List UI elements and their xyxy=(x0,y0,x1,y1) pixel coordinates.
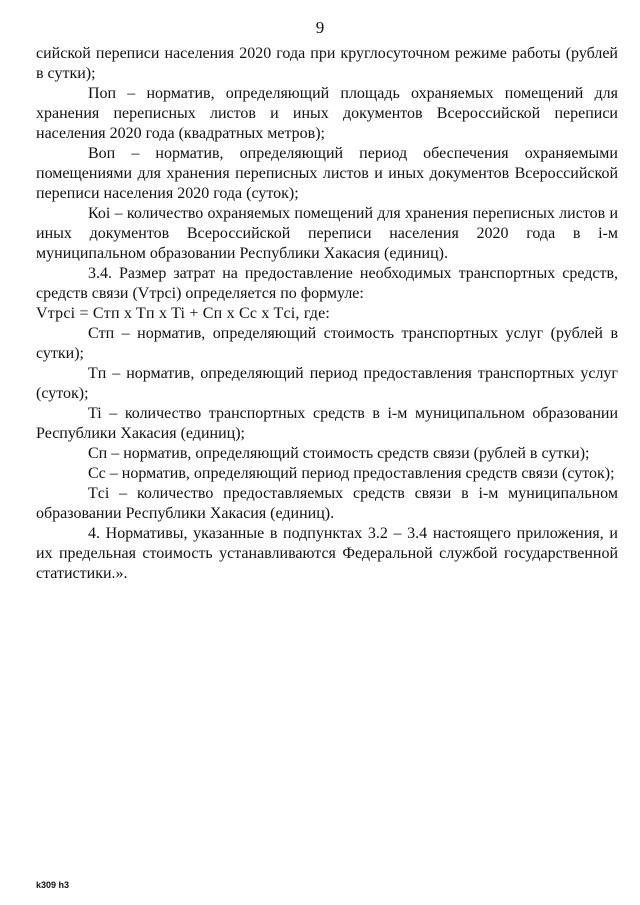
paragraph-vop-definition: Воп – норматив, определяющий период обеспечения охраняемыми помещениями для хранения переписных листов и иных документов Всероссийской переписи населения 2020 года (суток); xyxy=(36,145,618,202)
paragraph-koi-definition: Коi – количество охраняемых помещений для хранения переписных листов и иных документов Всероссийской переписи населения 2020 года в i-м муниципальном образовании Республики Хакасия (единиц). xyxy=(36,205,618,262)
paragraph-section-4: 4. Нормативы, указанные в подпунктах 3.2 – 3.4 настоящего приложения, и их предельная стоимость устанавливаются Федеральной службой государственной статистики.». xyxy=(36,525,618,582)
footer-document-code: k309 h3 xyxy=(36,880,70,890)
document-body xyxy=(36,44,618,584)
paragraph-section-3-4: 3.4. Размер затрат на предоставление необходимых транспортных средств, средств связи (Vтрсi) определяется по формуле: xyxy=(36,265,618,302)
paragraph-continuation: сийской переписи населения 2020 года при круглосуточном режиме работы (рублей в сутки); xyxy=(36,45,618,82)
definition-cp: Cп – норматив, определяющий стоимость средств связи (рублей в сутки); xyxy=(88,445,590,462)
paragraph-pop-definition: Поп – норматив, определяющий площадь охраняемых помещений для хранения переписных листов и иных документов Всероссийской переписи населения 2020 года (квадратных метров); xyxy=(36,85,618,142)
page-number: 9 xyxy=(315,18,325,37)
definition-cs: Cс – норматив, определяющий период предоставления средств связи (суток); xyxy=(88,465,615,482)
formula: Vтрсi = Cтп x Tп x Ti + Cп x Cс x Tсi, где: xyxy=(36,305,331,322)
definition-tsi: Tсi – количество предоставляемых средств связи в i-м муниципальном образовании Республики Хакасия (единиц). xyxy=(36,485,618,522)
definition-ctp: Cтп – норматив, определяющий стоимость транспортных услуг (рублей в сутки); xyxy=(36,325,618,362)
definition-tp: Tп – норматив, определяющий период предоставления транспортных услуг (суток); xyxy=(36,365,618,402)
definition-ti: Ti – количество транспортных средств в i-м муниципальном образовании Республики Хакасия (единиц); xyxy=(36,405,618,442)
